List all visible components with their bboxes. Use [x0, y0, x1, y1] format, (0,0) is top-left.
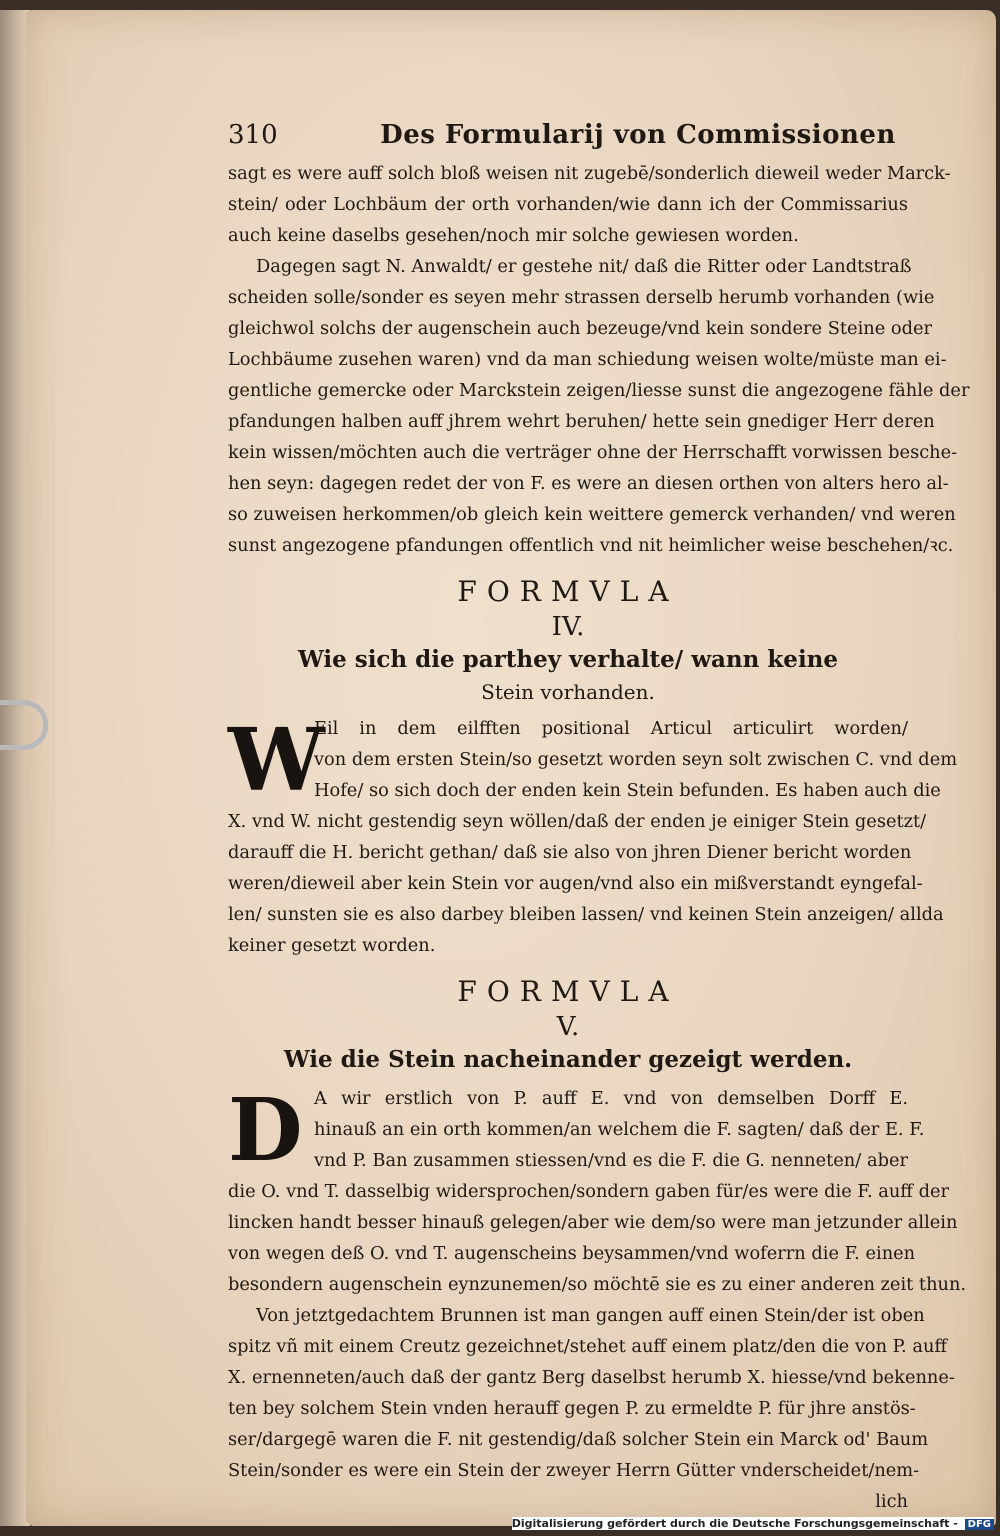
page-text [228, 120, 970, 1517]
text-line: X. vnd W. nicht gestendig seyn wöllen/daß der enden je einiger Stein gesetzt/ [228, 811, 927, 832]
text-line: gentliche gemercke oder Marckstein zeigen/liesse sunst die angezogene fähle der [228, 380, 970, 401]
text-line: pfandungen halben auff jhrem wehrt beruhen/ hette sein gnediger Herr deren [228, 411, 935, 432]
text-line: len/ sunsten sie es also darbey bleiben lassen/ vnd keinen Stein anzeigen/ allda [228, 904, 944, 925]
formula-subtitle: Wie sich die parthey verhalte/ wann keine [297, 646, 839, 673]
text-line: vnd P. Ban zusammen stiessen/vnd es die F. die G. nenneten/ aber [314, 1150, 908, 1171]
text-line: keiner gesetzt worden. [228, 935, 436, 956]
formula-subtitle: Wie die Stein nacheinander gezeigt werden. [283, 1046, 853, 1073]
text-line: so zuweisen herkommen/ob gleich kein weittere gemerck verhanden/ vnd weren [228, 504, 956, 525]
text-line: ten bey solchem Stein vnden herauff gegen P. zu ermeldte P. für jhre anstös- [228, 1398, 916, 1419]
text-line: auch keine daselbs gesehen/noch mir solche gewiesen worden. [228, 225, 799, 246]
page-header [228, 120, 908, 150]
text-line: hen seyn: dagegen redet der von F. es were an diesen orthen von alters hero al- [228, 473, 949, 494]
text-line: Von jetztgedachtem Brunnen ist man gangen auff einen Stein/der ist oben [256, 1305, 925, 1326]
page-number: 310 [228, 120, 278, 150]
formula-word: FORMVLA [457, 975, 679, 1008]
running-title: Des Formularij von Commissionen [380, 120, 896, 150]
formula-5-paragraph [228, 1080, 967, 1517]
paper-clip [0, 700, 48, 750]
formula-5-heading [228, 973, 908, 1077]
text-line: stein/ oder Lochbäum der orth vorhanden/wie dann ich der Commissarius [228, 194, 908, 215]
text-line: weren/dieweil aber kein Stein vor augen/vnd also ein mißverstandt eyngefal- [228, 873, 923, 894]
text-line: Dagegen sagt N. Anwaldt/ er gestehe nit/ daß die Ritter oder Landtstraß [256, 256, 912, 277]
text-line: Stein/sonder es were ein Stein der zweyer Herrn Gütter vnderscheidet/nem- [228, 1460, 920, 1481]
text-line: hinauß an ein orth kommen/an welchem die F. sagten/ daß der E. F. [314, 1119, 925, 1140]
dfg-logo: DFG [965, 1519, 994, 1530]
drop-cap: D [228, 1080, 303, 1181]
text-line: lincken handt besser hinauß gelegen/aber wie dem/so were man jetzunder allein [228, 1212, 958, 1233]
formula-number: IV. [551, 612, 585, 642]
text-line: besondern augenschein eynzunemen/so möchtē sie es zu einer anderen zeit thun. [228, 1274, 967, 1295]
text-line: die O. vnd T. dasselbig widersprochen/sondern gaben für/es were die F. auff der [228, 1181, 949, 1202]
text-line: darauff die H. bericht gethan/ daß sie also von jhren Diener bericht worden [228, 842, 912, 863]
text-line: gleichwol solchs der augenschein auch bezeuge/vnd kein sondere Steine oder [228, 318, 932, 339]
formula-number: V. [556, 1012, 580, 1042]
text-line: kein wissen/möchten auch die verträger ohne der Herrschafft vorwissen besche- [228, 442, 958, 463]
text-line: Lochbäume zusehen waren) vnd da man schiedung weisen wolte/müste man ei- [228, 349, 947, 370]
section-1-paragraphs [228, 158, 970, 561]
formula-4-paragraph [228, 710, 958, 961]
text-line: sagt es were auff solch bloß weisen nit zugebē/sonderlich dieweil weder Marck- [228, 163, 951, 184]
drop-cap: W [228, 710, 325, 811]
formula-word: FORMVLA [457, 575, 679, 608]
text-line: von wegen deß O. vnd T. augenscheins beysammen/vnd woferrn die F. einen [228, 1243, 916, 1264]
digitization-credit [512, 1517, 994, 1530]
text-line: Hofe/ so sich doch der enden kein Stein befunden. Es haben auch die [314, 780, 941, 801]
credit-text: Digitalisierung gefördert durch die Deutsche Forschungsgemeinschaft - [511, 1517, 958, 1530]
text-line: spitz vñ mit einem Creutz gezeichnet/stehet auff einem platz/den die von P. auff [228, 1336, 948, 1357]
text-line: Eil in dem eilfften positional Articul articulirt worden/ [314, 718, 908, 739]
catchword: lich [875, 1491, 908, 1512]
text-line: scheiden solle/sonder es seyen mehr strassen derselb herumb vorhanden (wie [228, 287, 935, 308]
text-line: von dem ersten Stein/so gesetzt worden seyn solt zwischen C. vnd dem [314, 749, 958, 770]
formula-subtitle: Stein vorhanden. [481, 680, 655, 704]
text-line: A wir erstlich von P. auff E. vnd von demselben Dorff E. [314, 1088, 908, 1109]
text-line: X. ernenneten/auch daß der gantz Berg daselbst herumb X. hiesse/vnd bekenne- [228, 1367, 955, 1388]
text-line: ser/dargegē waren die F. nit gestendig/daß solcher Stein ein Marck od' Baum [228, 1429, 929, 1450]
text-line: sunst angezogene pfandungen offentlich vnd nit heimlicher weise beschehen/ꝛc. [228, 535, 954, 556]
formula-4-heading [228, 573, 908, 707]
